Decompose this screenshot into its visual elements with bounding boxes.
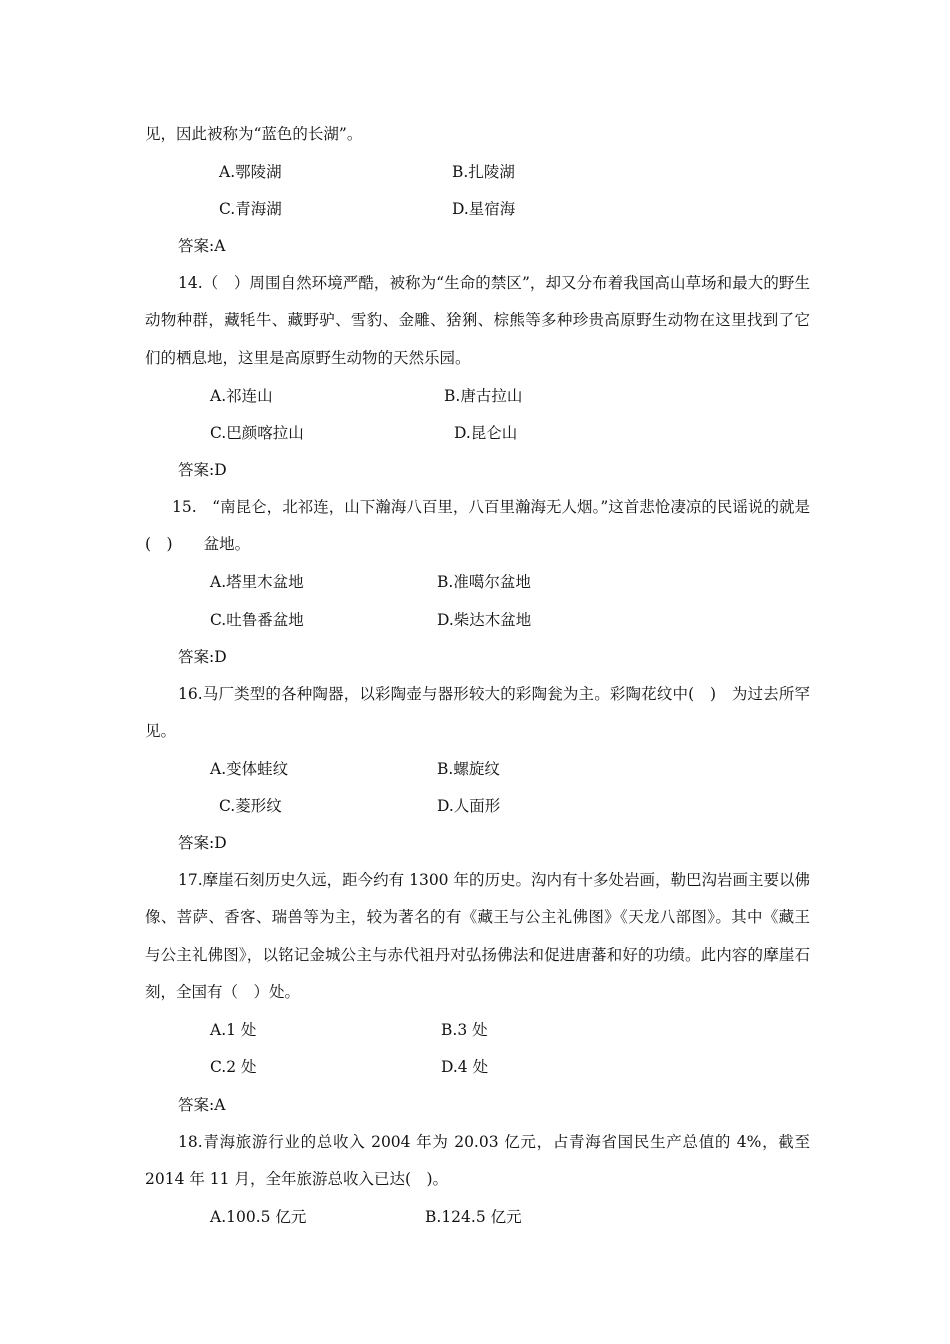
q14-option-a: A.祁连山 [210, 387, 273, 405]
q13-answer: 答案:A [178, 237, 226, 255]
q15-option-c: C.吐鲁番盆地 [210, 611, 304, 629]
q16-option-b: B.螺旋纹 [437, 760, 500, 778]
q18-option-b: B.124.5 亿元 [425, 1208, 522, 1226]
q16-option-a: A.变体蛙纹 [210, 760, 289, 778]
q14-answer: 答案:D [178, 461, 227, 479]
q13-option-a: A.鄂陵湖 [219, 163, 282, 181]
q15-option-a: A.塔里木盆地 [210, 573, 304, 591]
q16-option-c: C.菱形纹 [219, 797, 282, 815]
q17-option-b: B.3 处 [441, 1021, 488, 1039]
q18-stem: 18.青海旅游行业的总收入 2004 年为 20.03 亿元，占青海省国民生产总值的 4%，截至 2014 年 11 月，全年旅游总收入已达( )。 [145, 1133, 810, 1189]
q14-option-b: B.唐古拉山 [444, 387, 523, 405]
q16-answer: 答案:D [178, 834, 227, 852]
q13-option-b: B.扎陵湖 [452, 163, 515, 181]
q13-option-d: D.星宿海 [452, 200, 516, 218]
q15-stem: 15. “南昆仑，北祁连，山下瀚海八百里，八百里瀚海无人烟。”这首悲怆凄凉的民谣说的就是( ) 盆地。 [145, 498, 810, 554]
q17-stem: 17.摩崖石刻历史久远，距今约有 1300 年的历史。沟内有十多处岩画，勒巴沟岩画主要以佛像、菩萨、香客、瑞兽等为主，较为著名的有《藏王与公主礼佛图》《天龙八部图》。其中《藏王与公主礼佛图》，以铭记金城公主与赤代祖丹对弘扬佛法和促进唐蕃和好的功绩。此内容的摩崖石刻，全国有（ ）处。 [145, 871, 810, 1001]
q17-option-a: A.1 处 [210, 1021, 257, 1039]
q16-stem: 16.马厂类型的各种陶器，以彩陶壶与器形较大的彩陶瓮为主。彩陶花纹中( ) 为过去所罕见。 [145, 685, 810, 741]
q15-option-b: B.准噶尔盆地 [437, 573, 531, 591]
q15-option-d: D.柴达木盆地 [437, 611, 532, 629]
q14-stem: 14.（ ）周围自然环境严酷，被称为“生命的禁区”，却又分布着我国高山草场和最大的野生动物种群，藏牦牛、藏野驴、雪豹、金雕、猞猁、棕熊等多种珍贵高原野生动物在这里找到了它们的栖息地，这里是高原野生动物的天然乐园。 [145, 274, 810, 367]
q17-answer: 答案:A [178, 1096, 226, 1114]
q13-stem-tail: 见，因此被称为“蓝色的长湖”。 [145, 125, 363, 143]
q17-option-c: C.2 处 [210, 1058, 257, 1076]
q18-option-a: A.100.5 亿元 [210, 1208, 307, 1226]
q14-option-c: C.巴颜喀拉山 [210, 424, 304, 442]
q13-option-c: C.青海湖 [219, 200, 282, 218]
q17-option-d: D.4 处 [441, 1058, 489, 1076]
q14-option-d: D.昆仑山 [454, 424, 518, 442]
q15-answer: 答案:D [178, 648, 227, 666]
q16-option-d: D.人面形 [437, 797, 501, 815]
